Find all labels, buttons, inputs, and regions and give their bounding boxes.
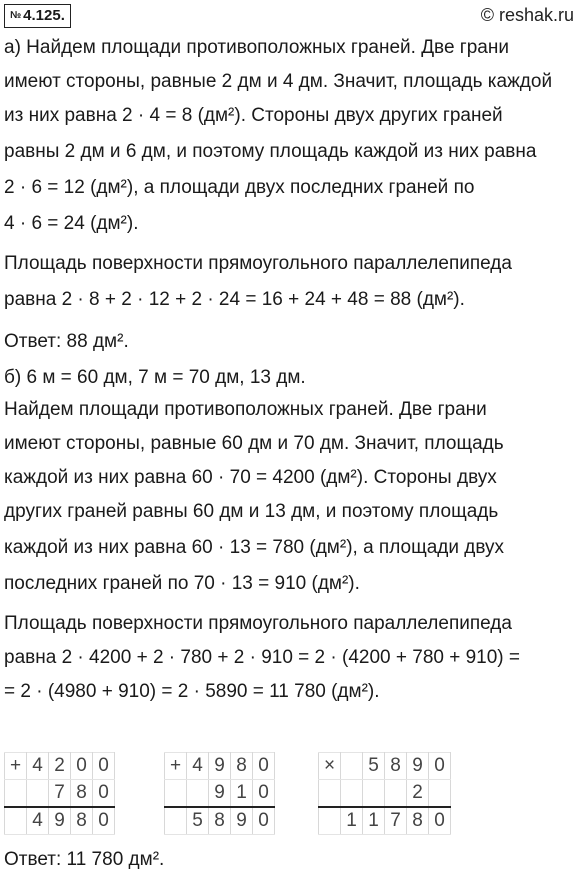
calc-row: [319, 753, 451, 780]
calc-digit: 8: [407, 807, 429, 835]
calc-digit: 5: [363, 753, 385, 780]
calc-digit: [187, 780, 209, 808]
calc-row: [5, 780, 115, 808]
solution-line: последних граней по 70 · 13 = 910 (дм²).: [4, 573, 360, 594]
calc-digit: 7: [49, 780, 71, 808]
solution-line: Ответ: 88 дм².: [4, 331, 129, 352]
solution-line: Площадь поверхности прямоугольного параллелепипеда: [4, 613, 512, 634]
calc-digit: 1: [341, 807, 363, 835]
calc-row: [5, 807, 115, 835]
solution-line: каждой из них равна 60 · 70 = 4200 (дм²). Стороны двух: [4, 467, 497, 488]
calc-row: [165, 780, 275, 808]
calc-digit: 9: [49, 807, 71, 835]
calc-digit: 8: [71, 807, 93, 835]
calc-digit: 0: [429, 807, 451, 835]
calc-digit: 8: [71, 780, 93, 808]
calc-digit: 0: [93, 807, 115, 835]
calc-digit: 0: [429, 753, 451, 780]
calc-digit: 9: [209, 753, 231, 780]
column-addition-2: [164, 752, 275, 835]
calc-digit: [385, 780, 407, 808]
calc-digit: 7: [385, 807, 407, 835]
solution-line: равна 2 · 4200 + 2 · 780 + 2 · 910 = 2 · (4200 + 780 + 910) =: [4, 647, 521, 668]
calc-operator: [5, 780, 27, 808]
calc-operator: [319, 780, 341, 808]
calc-digit: [27, 780, 49, 808]
calc-digit: 8: [385, 753, 407, 780]
solution-line: а) Найдем площади противоположных граней. Две грани: [4, 37, 509, 58]
calc-operator: +: [5, 753, 27, 780]
problem-number: 4.125.: [23, 7, 65, 24]
calc-digit: 9: [231, 807, 253, 835]
solution-line: из них равна 2 · 4 = 8 (дм²). Стороны двух других граней: [4, 105, 503, 126]
solution-line: каждой из них равна 60 · 13 = 780 (дм²), а площади двух: [4, 537, 505, 558]
calc-operator: [165, 780, 187, 808]
calc-row: [319, 807, 451, 835]
calc-row: [165, 753, 275, 780]
solution-line: 4 · 6 = 24 (дм²).: [4, 213, 139, 234]
calc-digit: 1: [231, 780, 253, 808]
solution-line: Площадь поверхности прямоугольного параллелепипеда: [4, 253, 512, 274]
calc-digit: [341, 753, 363, 780]
calc-digit: 0: [253, 753, 275, 780]
calc-digit: 9: [209, 780, 231, 808]
calc-digit: 0: [253, 780, 275, 808]
solution-line: равна 2 · 8 + 2 · 12 + 2 · 24 = 16 + 24 + 48 = 88 (дм²).: [4, 289, 465, 310]
solution-line: других граней равны 60 дм и 13 дм, и поэтому площадь: [4, 501, 499, 522]
calc-digit: [341, 780, 363, 808]
solution-line: Найдем площади противоположных граней. Две грани: [4, 399, 487, 420]
calc-digit: 1: [363, 807, 385, 835]
calc-digit: [429, 780, 451, 808]
calc-row: [165, 807, 275, 835]
calc-digit: 8: [209, 807, 231, 835]
solution-line: имеют стороны, равные 60 дм и 70 дм. Значит, площадь: [4, 433, 504, 454]
calc-digit: 0: [71, 753, 93, 780]
calc-operator: [165, 807, 187, 835]
solution-line: равны 2 дм и 6 дм, и поэтому площадь каждой из них равна: [4, 141, 537, 162]
solution-line: имеют стороны, равные 2 дм и 4 дм. Значит, площадь каждой: [4, 71, 553, 92]
solution-line: б) 6 м = 60 дм, 7 м = 70 дм, 13 дм.: [4, 367, 306, 388]
site-credit: © reshak.ru: [480, 5, 574, 25]
calc-digit: 0: [93, 753, 115, 780]
column-multiplication: [318, 752, 451, 835]
calc-digit: 4: [27, 807, 49, 835]
calc-row: [319, 780, 451, 808]
calc-digit: 2: [49, 753, 71, 780]
calc-operator: [5, 807, 27, 835]
calc-row: [5, 753, 115, 780]
calc-digit: 5: [187, 807, 209, 835]
solution-line: = 2 · (4980 + 910) = 2 · 5890 = 11 780 (дм²).: [4, 681, 380, 702]
number-sign: №: [10, 10, 22, 21]
calc-operator: +: [165, 753, 187, 780]
header: [4, 4, 578, 30]
calc-operator: ×: [319, 753, 341, 780]
calc-digit: 9: [407, 753, 429, 780]
calc-digit: 0: [253, 807, 275, 835]
calc-digit: 8: [231, 753, 253, 780]
final-answer: Ответ: 11 780 дм².: [4, 849, 165, 870]
calc-digit: 2: [407, 780, 429, 808]
column-addition-1: [4, 752, 115, 835]
calc-digit: 0: [93, 780, 115, 808]
problem-number-box: [4, 4, 71, 28]
calc-digit: 4: [27, 753, 49, 780]
calc-operator: [319, 807, 341, 835]
calc-digit: [363, 780, 385, 808]
solution-line: 2 · 6 = 12 (дм²), а площади двух последних граней по: [4, 177, 475, 198]
calc-digit: 4: [187, 753, 209, 780]
